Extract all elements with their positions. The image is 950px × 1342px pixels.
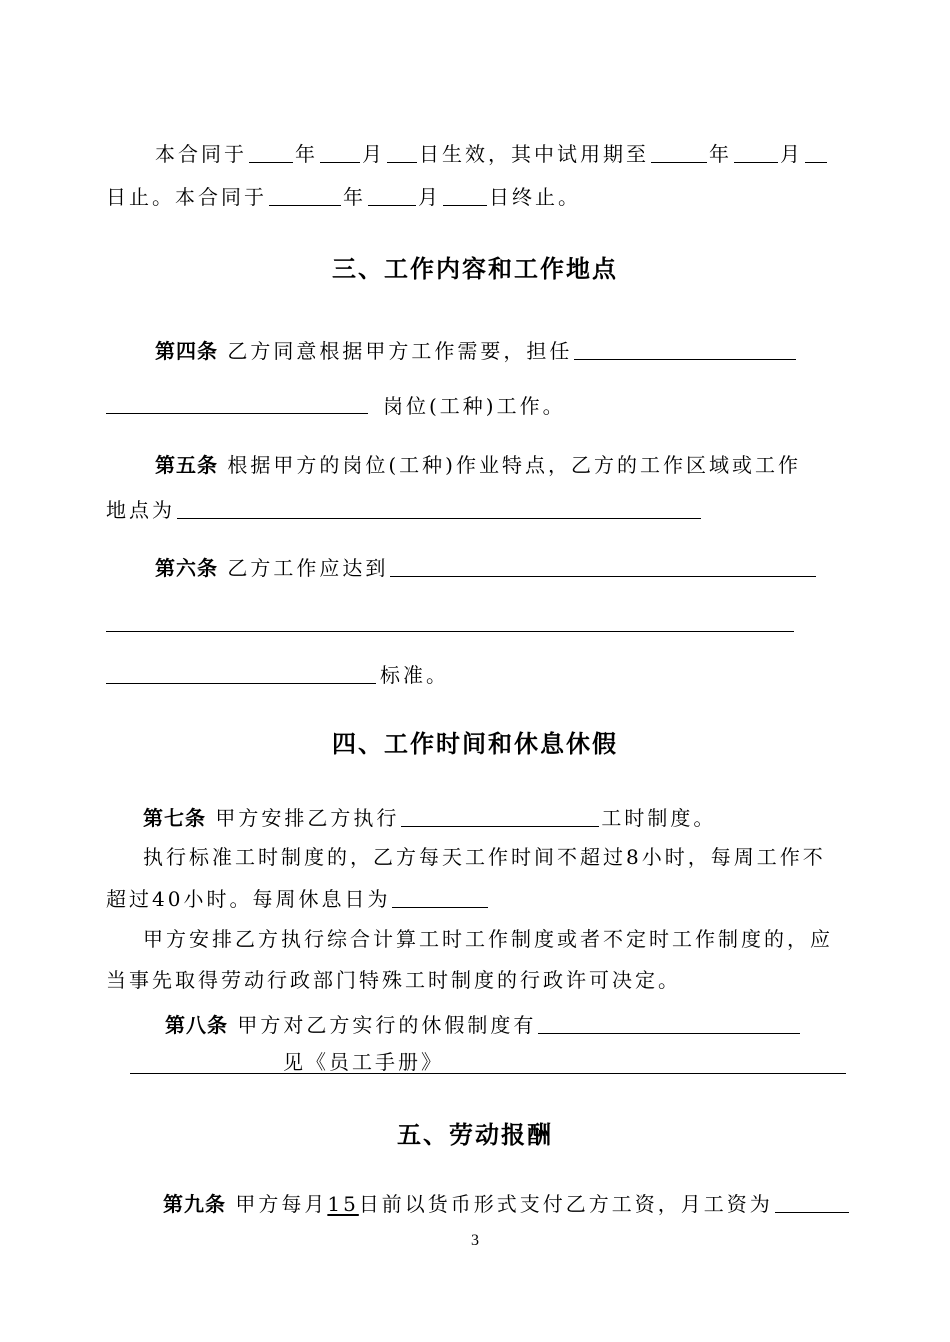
work-hours-system-blank [401, 804, 599, 827]
article-6-line-3: 标准。 [380, 663, 449, 687]
article-7-suffix: 工时制度。 [601, 806, 717, 830]
standard-blank-3 [106, 683, 376, 684]
text-segment: 月 [362, 142, 385, 166]
day-blank [387, 140, 417, 163]
end-year-blank [269, 183, 341, 206]
text-segment: 日止。本合同于 [106, 185, 267, 209]
text-segment: 本合同于 [155, 142, 247, 166]
probation-month-blank [734, 140, 778, 163]
standard-blank-1 [390, 554, 816, 577]
position-blank [574, 337, 796, 360]
article-8-text: 甲方对乙方实行的休假制度有 [237, 1013, 537, 1037]
month-blank [320, 140, 360, 163]
article-9-label: 第九条 [163, 1192, 226, 1216]
leave-system-filled-value: 见《员工手册》 [283, 1050, 444, 1074]
leave-system-blank [538, 1011, 800, 1034]
article-6-line-1 [155, 554, 818, 581]
monthly-salary-blank [775, 1190, 849, 1213]
probation-day-blank [805, 140, 827, 163]
work-location-blank [177, 496, 701, 519]
article-8-line-1 [165, 1011, 802, 1038]
article-7-label: 第七条 [143, 806, 206, 830]
text-segment: 月 [780, 142, 803, 166]
article-7-para2-line1: 甲方安排乙方执行综合计算工时工作制度或者不定时工作制度的，应 [143, 927, 833, 951]
rest-day-label: 超过40小时。每周休息日为 [106, 887, 391, 911]
text-segment: 月 [418, 185, 441, 209]
article-6-text: 乙方工作应达到 [227, 556, 389, 580]
rest-day-blank [392, 885, 488, 908]
article-4-label: 第四条 [155, 339, 218, 363]
article-4-text: 乙方同意根据甲方工作需要，担任 [227, 339, 573, 363]
article-8-label: 第八条 [165, 1013, 228, 1037]
article-5-line-2 [106, 496, 703, 523]
article-6-label: 第六条 [155, 556, 218, 580]
text-segment: 年 [343, 185, 366, 209]
section-5-heading: 五、劳动报酬 [397, 1121, 553, 1149]
probation-year-blank [651, 140, 707, 163]
section-3-heading: 三、工作内容和工作地点 [332, 255, 618, 283]
effective-date-line-1 [155, 140, 829, 167]
article-4-line-1 [155, 337, 798, 364]
article-5-line-1 [155, 452, 801, 478]
page-number: 3 [471, 1232, 479, 1249]
position-blank-continuation [106, 413, 368, 414]
end-day-blank [443, 183, 487, 206]
pay-day-value: 15 [327, 1192, 359, 1216]
article-7-para2-line2: 当事先取得劳动行政部门特殊工时制度的行政许可决定。 [106, 968, 681, 992]
article-7-text: 甲方安排乙方执行 [215, 806, 400, 830]
article-5-label: 第五条 [155, 453, 218, 477]
text-segment: 日生效，其中试用期至 [419, 142, 649, 166]
article-5-location-label: 地点为 [106, 498, 175, 522]
section-4-heading: 四、工作时间和休息休假 [332, 730, 618, 758]
text-segment: 年 [295, 142, 318, 166]
article-7-para1-line2 [106, 885, 490, 912]
article-4-line-2: 岗位(工种)工作。 [383, 394, 566, 418]
article-9-text-continued: 日前以货币形式支付乙方工资，月工资为 [358, 1192, 773, 1216]
text-segment: 日终止。 [489, 185, 581, 209]
standard-blank-2 [106, 631, 794, 632]
article-5-text: 根据甲方的岗位(工种)作业特点，乙方的工作区域或工作 [227, 453, 801, 477]
article-7-para1-line1: 执行标准工时制度的，乙方每天工作时间不超过8小时，每周工作不 [143, 845, 826, 869]
article-9-line-1 [163, 1190, 851, 1217]
text-segment: 年 [709, 142, 732, 166]
end-month-blank [368, 183, 416, 206]
leave-system-blank-continuation [130, 1073, 846, 1074]
article-7-line-1 [143, 804, 716, 831]
year-blank [249, 140, 293, 163]
effective-date-line-2 [106, 183, 581, 210]
article-9-text: 甲方每月 [235, 1192, 328, 1216]
